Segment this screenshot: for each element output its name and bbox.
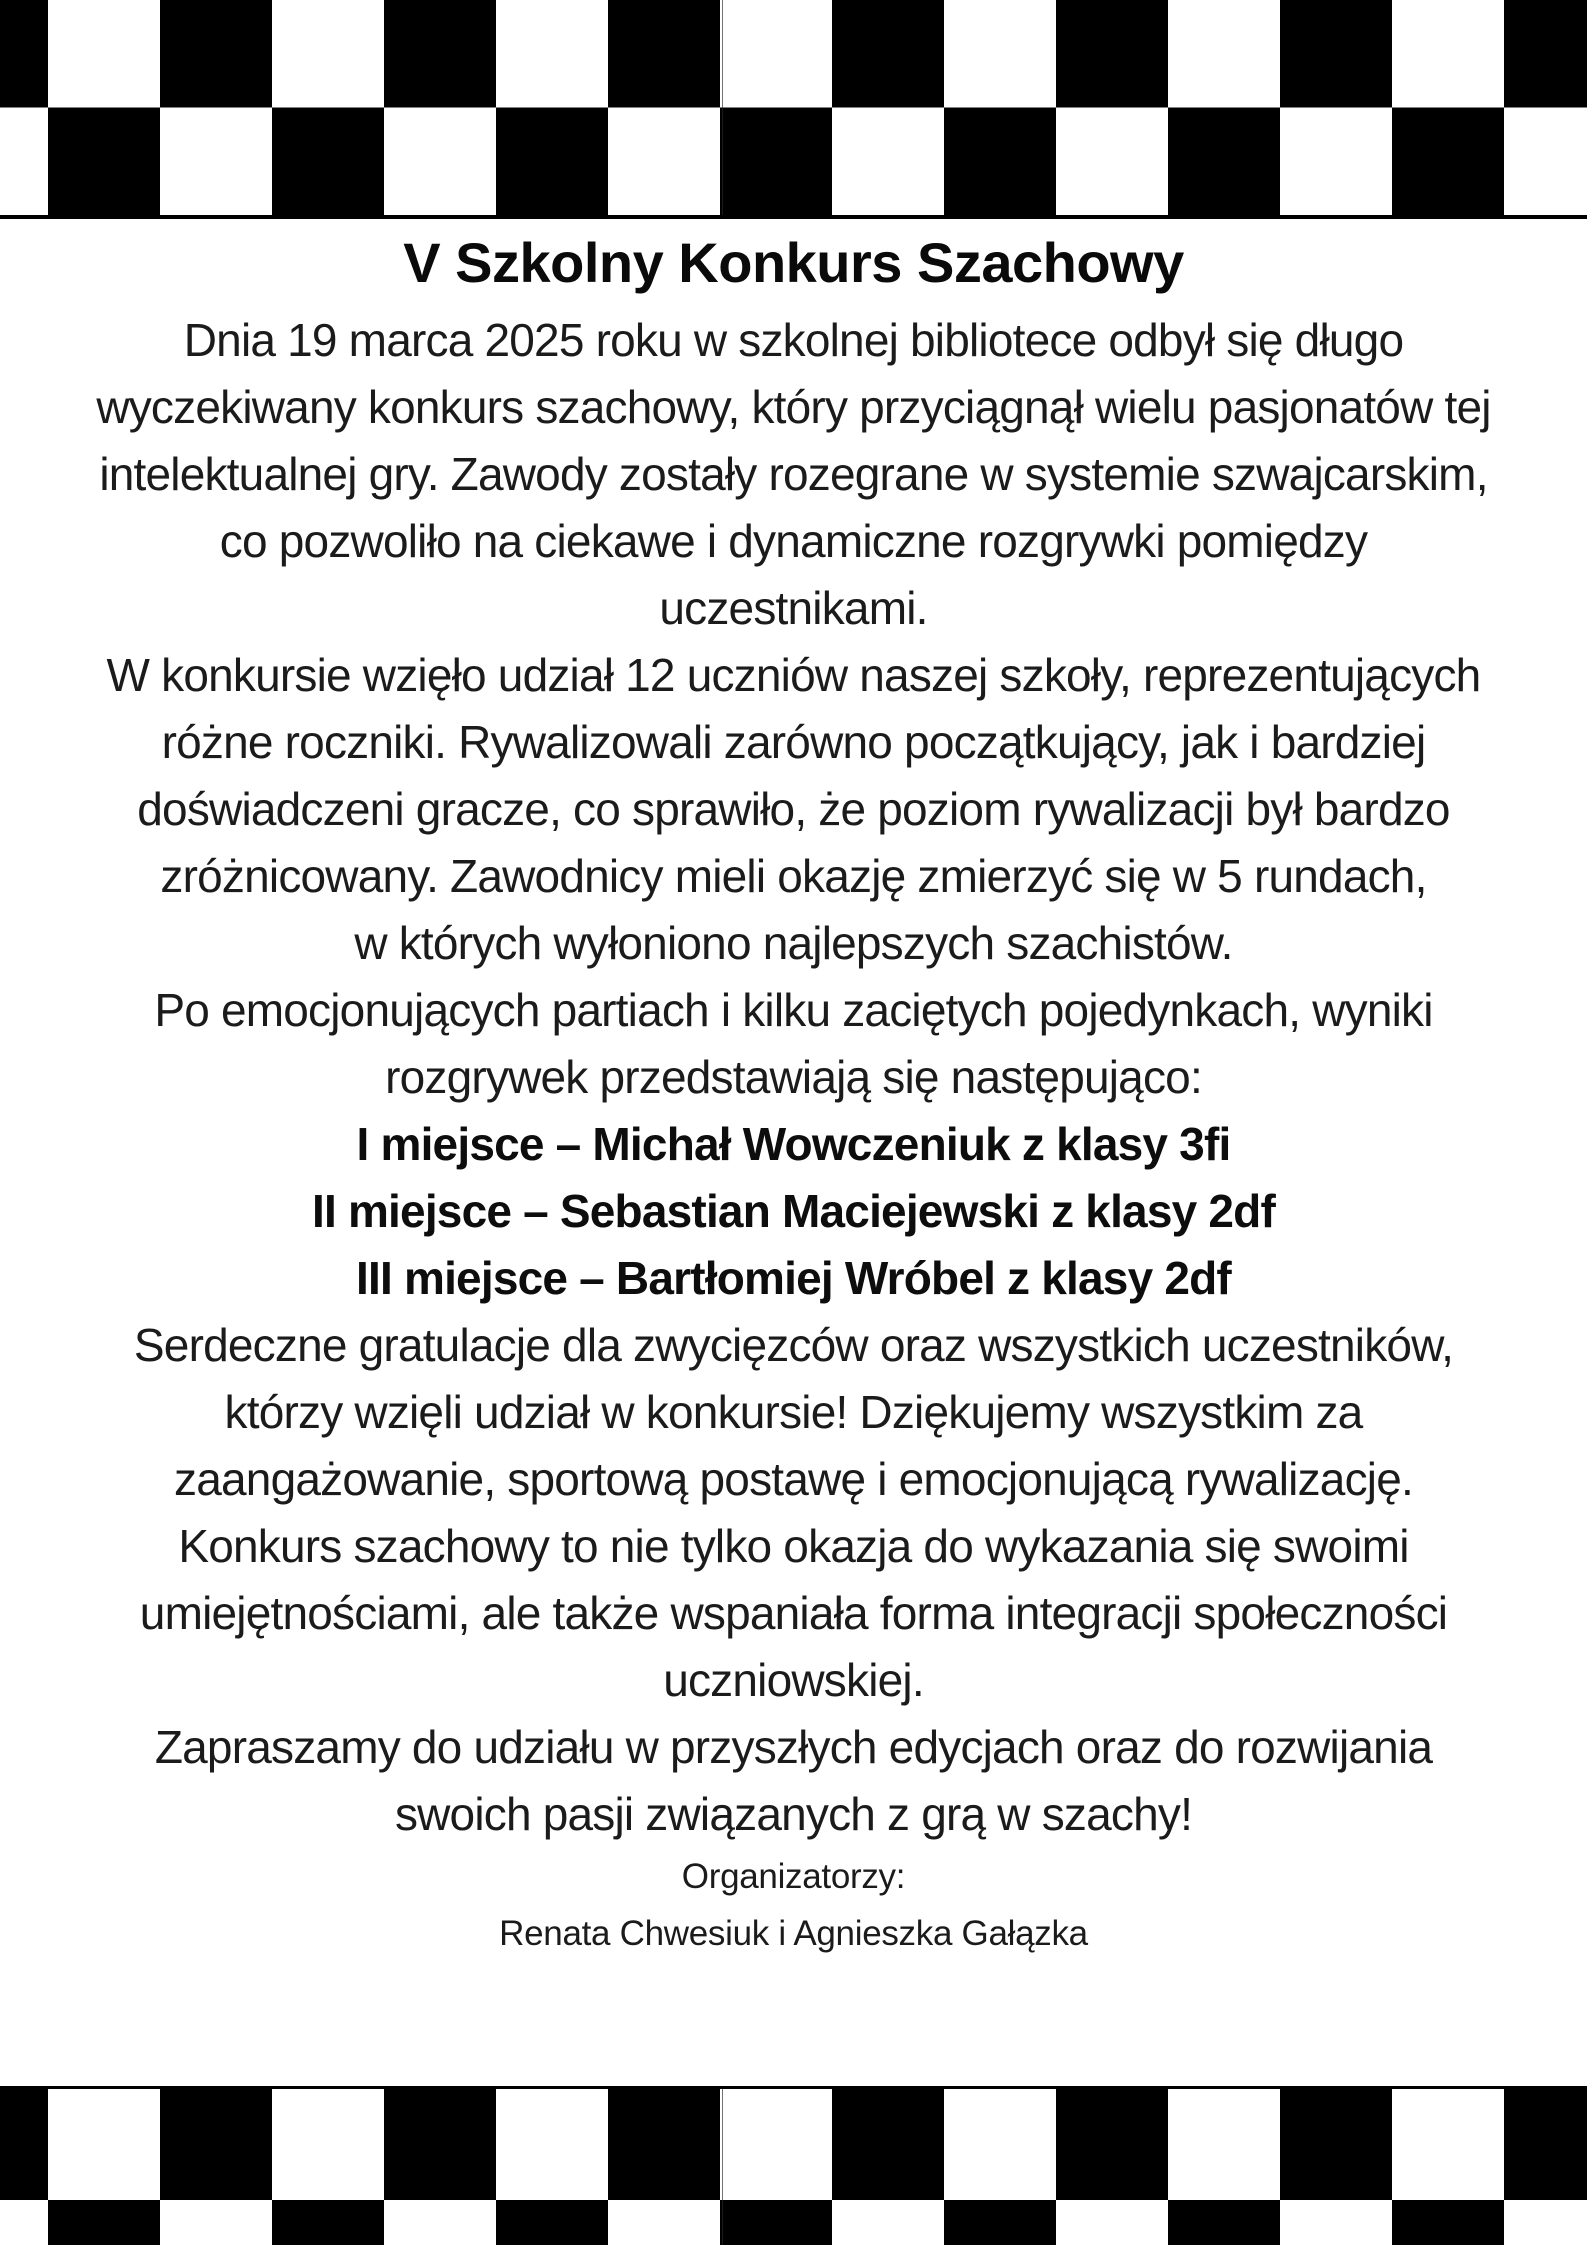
- article-line: Konkurs szachowy to nie tylko okazja do wykazania się swoimi: [178, 1520, 1409, 1572]
- article-line: różne roczniki. Rywalizowali zarówno początkujący, jak i bardziej: [161, 716, 1426, 768]
- article-line: uczniowskiej.: [663, 1654, 924, 1706]
- footer-line: Organizatorzy:: [681, 1857, 906, 1896]
- article-line: Serdeczne gratulacje dla zwycięzców oraz wszystkich uczestników,: [133, 1319, 1454, 1371]
- article-line: Po emocjonujących partiach i kilku zaciętych pojedynkach, wyniki: [154, 984, 1433, 1036]
- footer-line: Renata Chwesiuk i Agnieszka Gałązka: [499, 1914, 1088, 1953]
- article-body: [0, 307, 1587, 1848]
- article-line: w których wyłoniono najlepszych szachistów.: [354, 917, 1233, 969]
- article-line: umiejętnościami, ale także wspaniała forma integracji społeczności: [139, 1587, 1448, 1639]
- article-line: doświadczeni gracze, co sprawiło, że poziom rywalizacji był bardzo: [137, 783, 1450, 835]
- tile-seam: [722, 0, 723, 215]
- article-line: Dnia 19 marca 2025 roku w szkolnej bibliotece odbył się długo: [183, 314, 1404, 366]
- article-line: zróżnicowany. Zawodnicy mieli okazję zmierzyć się w 5 rundach,: [160, 850, 1427, 902]
- article-line: uczestnikami.: [659, 582, 928, 634]
- article-line: rozgrywek przedstawiają się następująco:: [385, 1051, 1202, 1103]
- article-line: zaangażowanie, sportową postawę i emocjonującą rywalizację.: [174, 1453, 1413, 1505]
- chessboard-border-bottom: [0, 2086, 1587, 2245]
- article-line: II miejsce – Sebastian Maciejewski z klasy 2df: [312, 1185, 1275, 1237]
- article-line: W konkursie wzięło udział 12 uczniów naszej szkoły, reprezentujących: [106, 649, 1481, 701]
- article-line: co pozwoliło na ciekawe i dynamiczne rozgrywki pomiędzy: [219, 515, 1368, 567]
- article-footer: [0, 1848, 1587, 1962]
- article-line: I miejsce – Michał Wowczeniuk z klasy 3fi: [356, 1118, 1231, 1170]
- article-line: swoich pasji związanych z grą w szachy!: [394, 1788, 1193, 1840]
- article-line: wyczekiwany konkurs szachowy, który przyciągnął wielu pasjonatów tej: [96, 381, 1491, 433]
- article: [0, 219, 1587, 1962]
- page-title: V Szkolny Konkurs Szachowy: [403, 231, 1184, 294]
- article-line: Zapraszamy do udziału w przyszłych edycjach oraz do rozwijania: [154, 1721, 1433, 1773]
- tile-seam: [722, 2089, 723, 2245]
- article-line: którzy wzięli udział w konkursie! Dziękujemy wszystkim za: [224, 1386, 1363, 1438]
- chessboard-border-top: [0, 0, 1587, 219]
- article-line: III miejsce – Bartłomiej Wróbel z klasy 2df: [356, 1252, 1231, 1304]
- article-line: intelektualnej gry. Zawody zostały rozegrane w systemie szwajcarskim,: [99, 448, 1488, 500]
